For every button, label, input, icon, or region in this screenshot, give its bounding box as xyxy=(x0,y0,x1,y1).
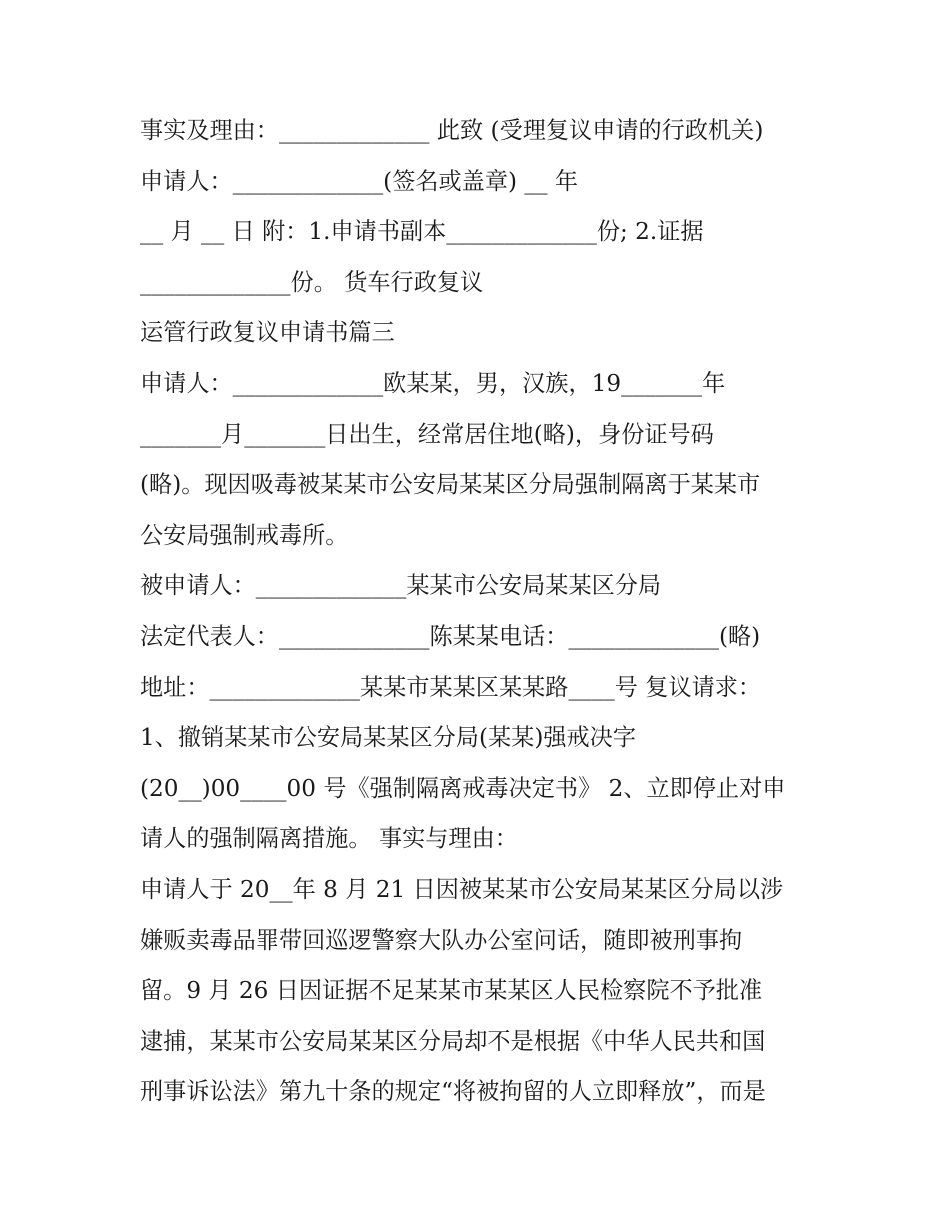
text-line: 申请人于 20__年 8 月 21 日因被某某市公安局某某区分局以涉 xyxy=(140,875,784,903)
section-heading: 运管行政复议申请书篇三 xyxy=(140,318,395,346)
text-line: (20__)00____00 号《强制隔离戒毒决定书》 2、立即停止对申 xyxy=(140,774,786,802)
text-line: _____________份。 货车行政复议 xyxy=(140,268,484,296)
text-line: 地址：_____________某某市某某区某某路____号 复议请求： xyxy=(140,673,762,701)
text-line: 刑事诉讼法》第九十条的规定“将被拘留的人立即释放”，而是 xyxy=(140,1077,766,1105)
text-line: 留。9 月 26 日因证据不足某某市某某区人民检察院不予批准 xyxy=(140,976,763,1004)
text-line: 嫌贩卖毒品罪带回巡逻警察大队办公室问话，随即被刑事拘 xyxy=(140,926,743,954)
text-line: 法定代表人：_____________陈某某电话：_____________(略) xyxy=(140,622,761,650)
text-line: 逮捕，某某市公安局某某区分局却不是根据《中华人民共和国 xyxy=(140,1027,766,1055)
text-line: 1、撤销某某市公安局某某区分局(某某)强戒决字 xyxy=(140,723,636,751)
text-line: 请人的强制隔离措施。 事实与理由： xyxy=(140,824,518,852)
text-line: 公安局强制戒毒所。 xyxy=(140,521,349,549)
text-line: _______月_______日出生，经常居住地(略)，身份证号码 xyxy=(140,420,714,448)
text-line: __ 月 __ 日 附：1.申请书副本_____________份; 2.证据 xyxy=(140,217,704,245)
text-line: 被申请人：_____________某某市公安局某某区分局 xyxy=(140,571,662,599)
text-line: (略)。现因吸毒被某某市公安局某某区分局强制隔离于某某市 xyxy=(140,470,761,498)
text-line: 申请人：_____________(签名或盖章) __ 年 xyxy=(140,167,579,195)
text-line: 申请人：_____________欧某某，男，汉族，19_______年 xyxy=(140,369,726,397)
text-line: 事实及理由：_____________ 此致 (受理复议申请的行政机关) xyxy=(140,116,764,144)
